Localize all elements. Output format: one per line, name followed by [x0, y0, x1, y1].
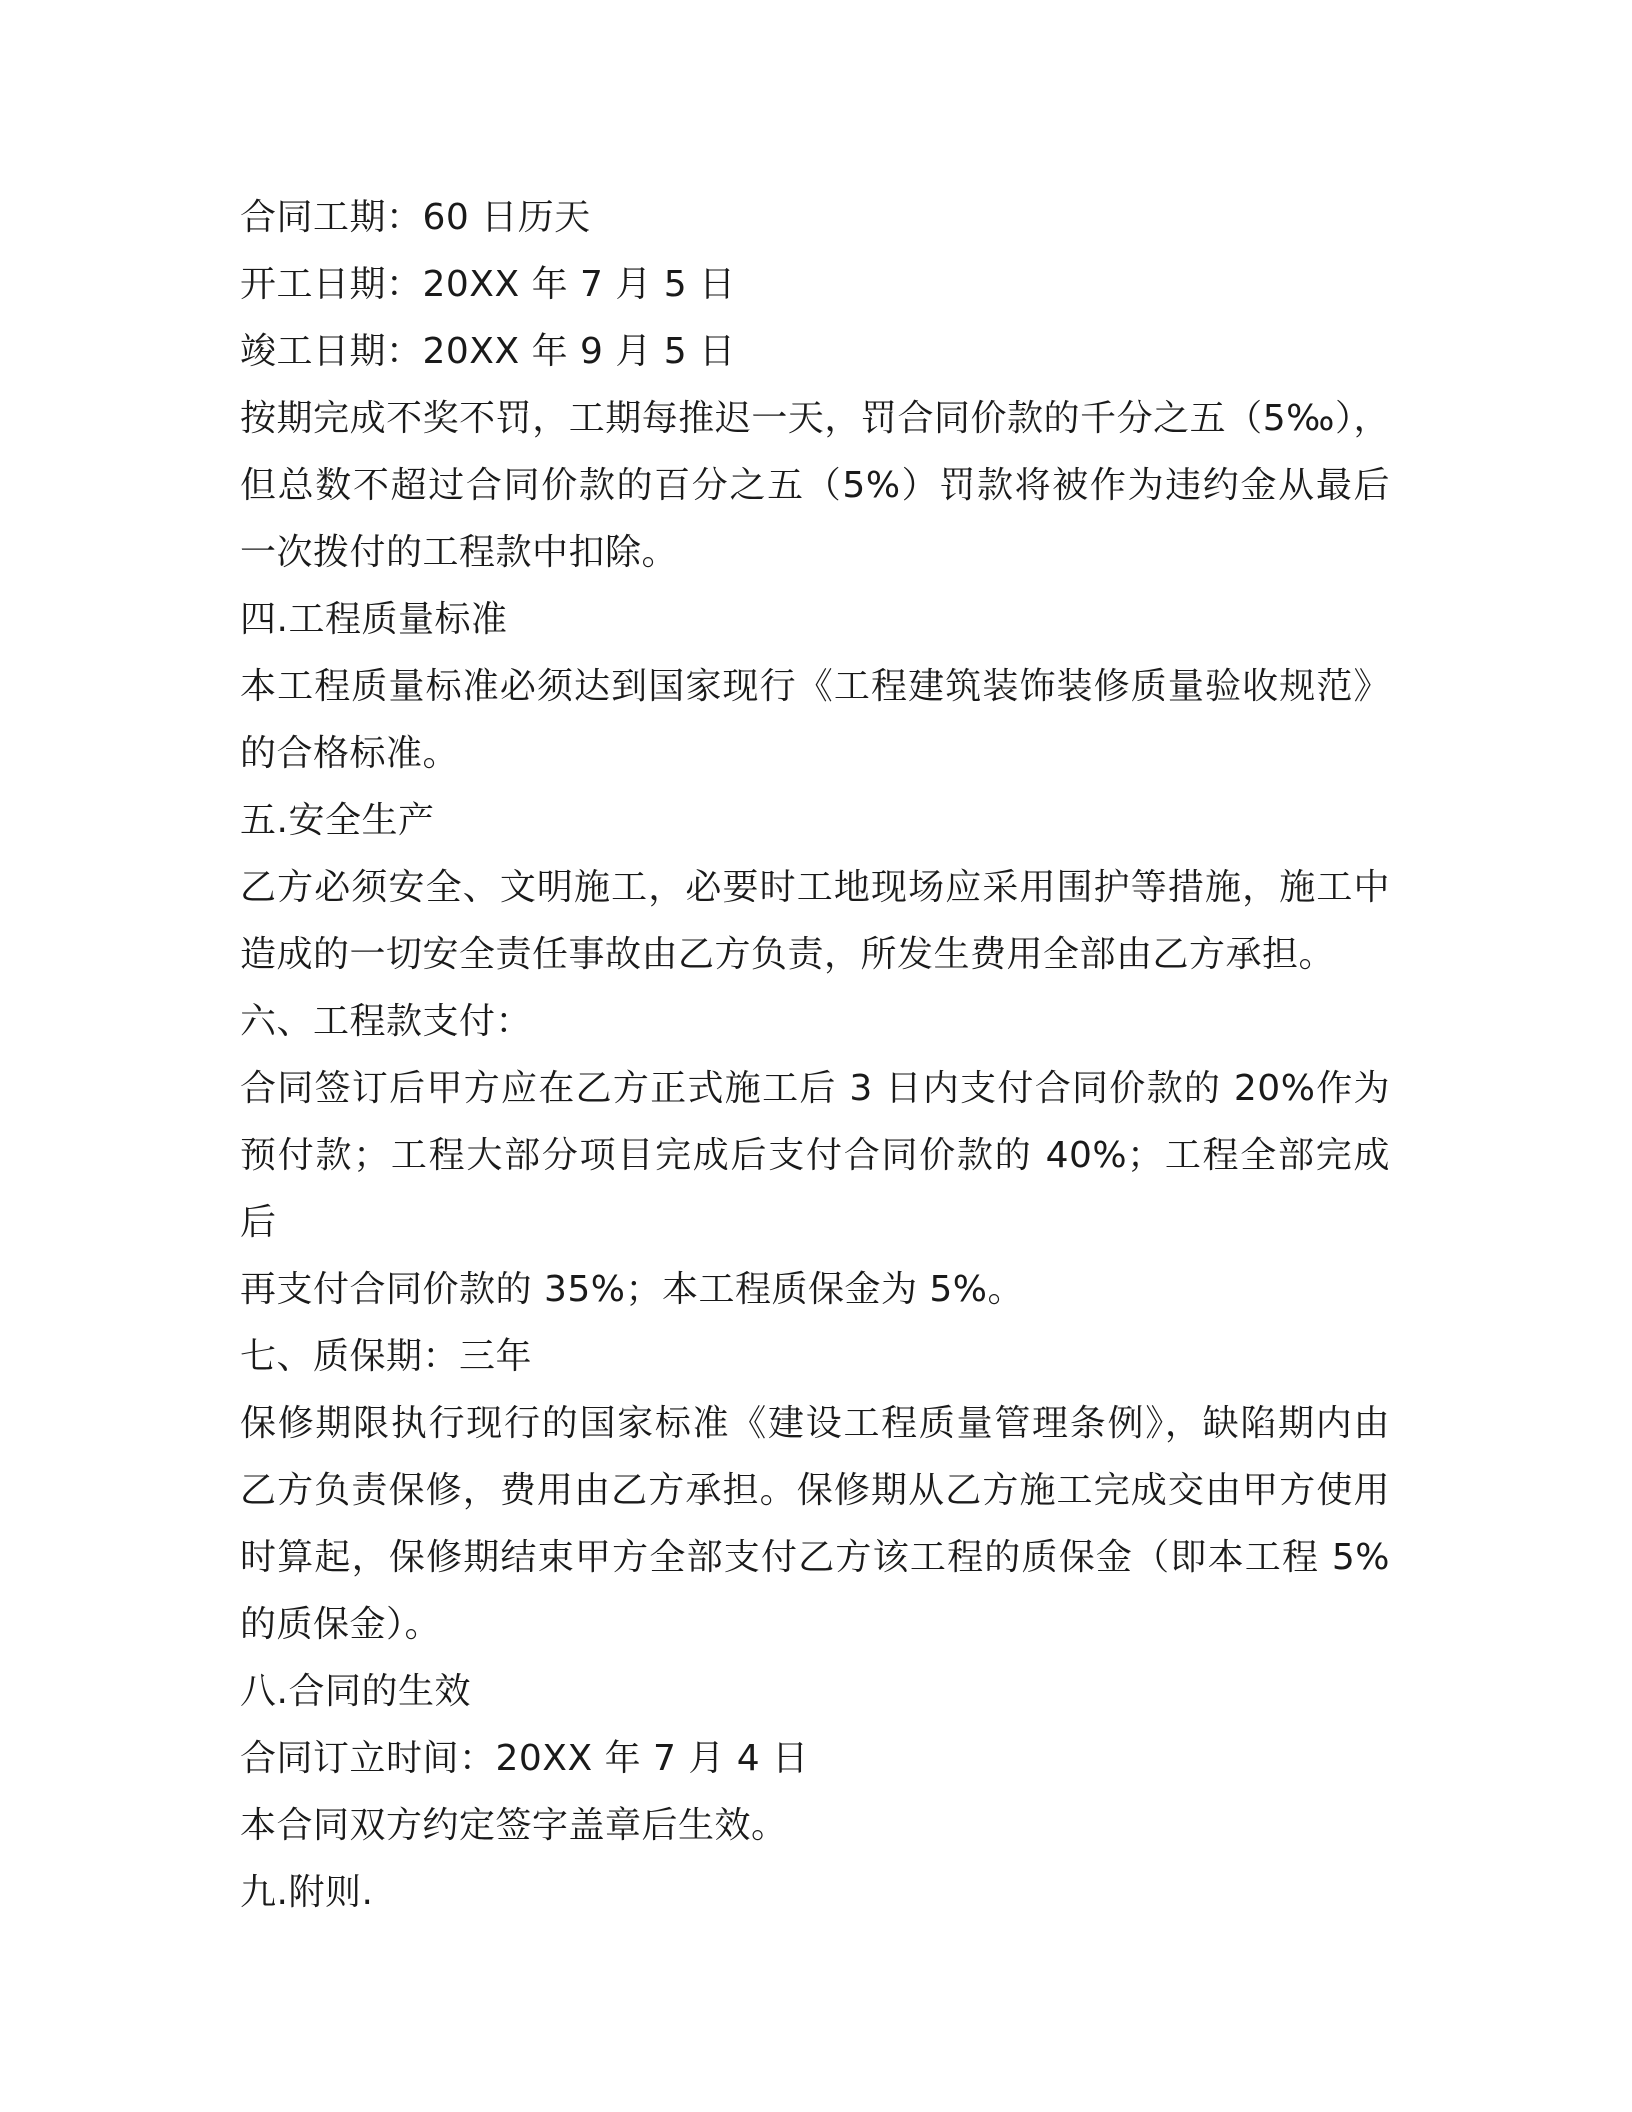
contract-duration-line: 合同工期：60 日历天 — [240, 197, 591, 238]
warranty-paragraph-line: 保修期限执行现行的国家标准《建设工程质量管理条例》，缺陷期内由 — [240, 1403, 1390, 1444]
section-heading-effectiveness: 八.合同的生效 — [240, 1671, 471, 1712]
signing-date-line: 合同订立时间：20XX 年 7 月 4 日 — [240, 1738, 809, 1779]
section-heading-warranty: 七、质保期：三年 — [240, 1336, 533, 1377]
effectiveness-line: 本合同双方约定签字盖章后生效。 — [240, 1805, 788, 1846]
penalty-paragraph-line: 但总数不超过合同价款的百分之五（5%）罚款将被作为违约金从最后 — [240, 465, 1390, 506]
warranty-paragraph-line: 乙方负责保修，费用由乙方承担。保修期从乙方施工完成交由甲方使用 — [240, 1470, 1390, 1511]
penalty-paragraph-line: 一次拨付的工程款中扣除。 — [240, 532, 679, 573]
start-date-line: 开工日期：20XX 年 7 月 5 日 — [240, 264, 736, 305]
payment-paragraph-line: 再支付合同价款的 35%；本工程质保金为 5%。 — [240, 1269, 1025, 1310]
warranty-paragraph-line: 的质保金）。 — [240, 1604, 442, 1645]
safety-paragraph-line: 乙方必须安全、文明施工，必要时工地现场应采用围护等措施，施工中 — [240, 867, 1390, 908]
section-heading-payment: 六、工程款支付： — [240, 1001, 533, 1042]
section-heading-supplementary: 九.附则. — [240, 1872, 374, 1913]
section-heading-safety: 五.安全生产 — [240, 800, 435, 841]
safety-paragraph-line: 造成的一切安全责任事故由乙方负责，所发生费用全部由乙方承担。 — [240, 934, 1336, 975]
payment-paragraph-line: 预付款；工程大部分项目完成后支付合同价款的 40%；工程全部完成后 — [240, 1135, 1390, 1243]
completion-date-line: 竣工日期：20XX 年 9 月 5 日 — [240, 331, 736, 372]
section-heading-quality: 四.工程质量标准 — [240, 599, 508, 640]
quality-paragraph-line: 本工程质量标准必须达到国家现行《工程建筑装饰装修质量验收规范》 — [240, 666, 1390, 707]
document-page — [240, 184, 1390, 1913]
payment-paragraph-line: 合同签订后甲方应在乙方正式施工后 3 日内支付合同价款的 20%作为 — [240, 1068, 1390, 1109]
quality-paragraph-line: 的合格标准。 — [240, 733, 460, 774]
warranty-paragraph-line: 时算起，保修期结束甲方全部支付乙方该工程的质保金（即本工程 5% — [240, 1537, 1390, 1578]
penalty-paragraph-line: 按期完成不奖不罚，工期每推迟一天，罚合同价款的千分之五（5‰）， — [240, 398, 1390, 439]
